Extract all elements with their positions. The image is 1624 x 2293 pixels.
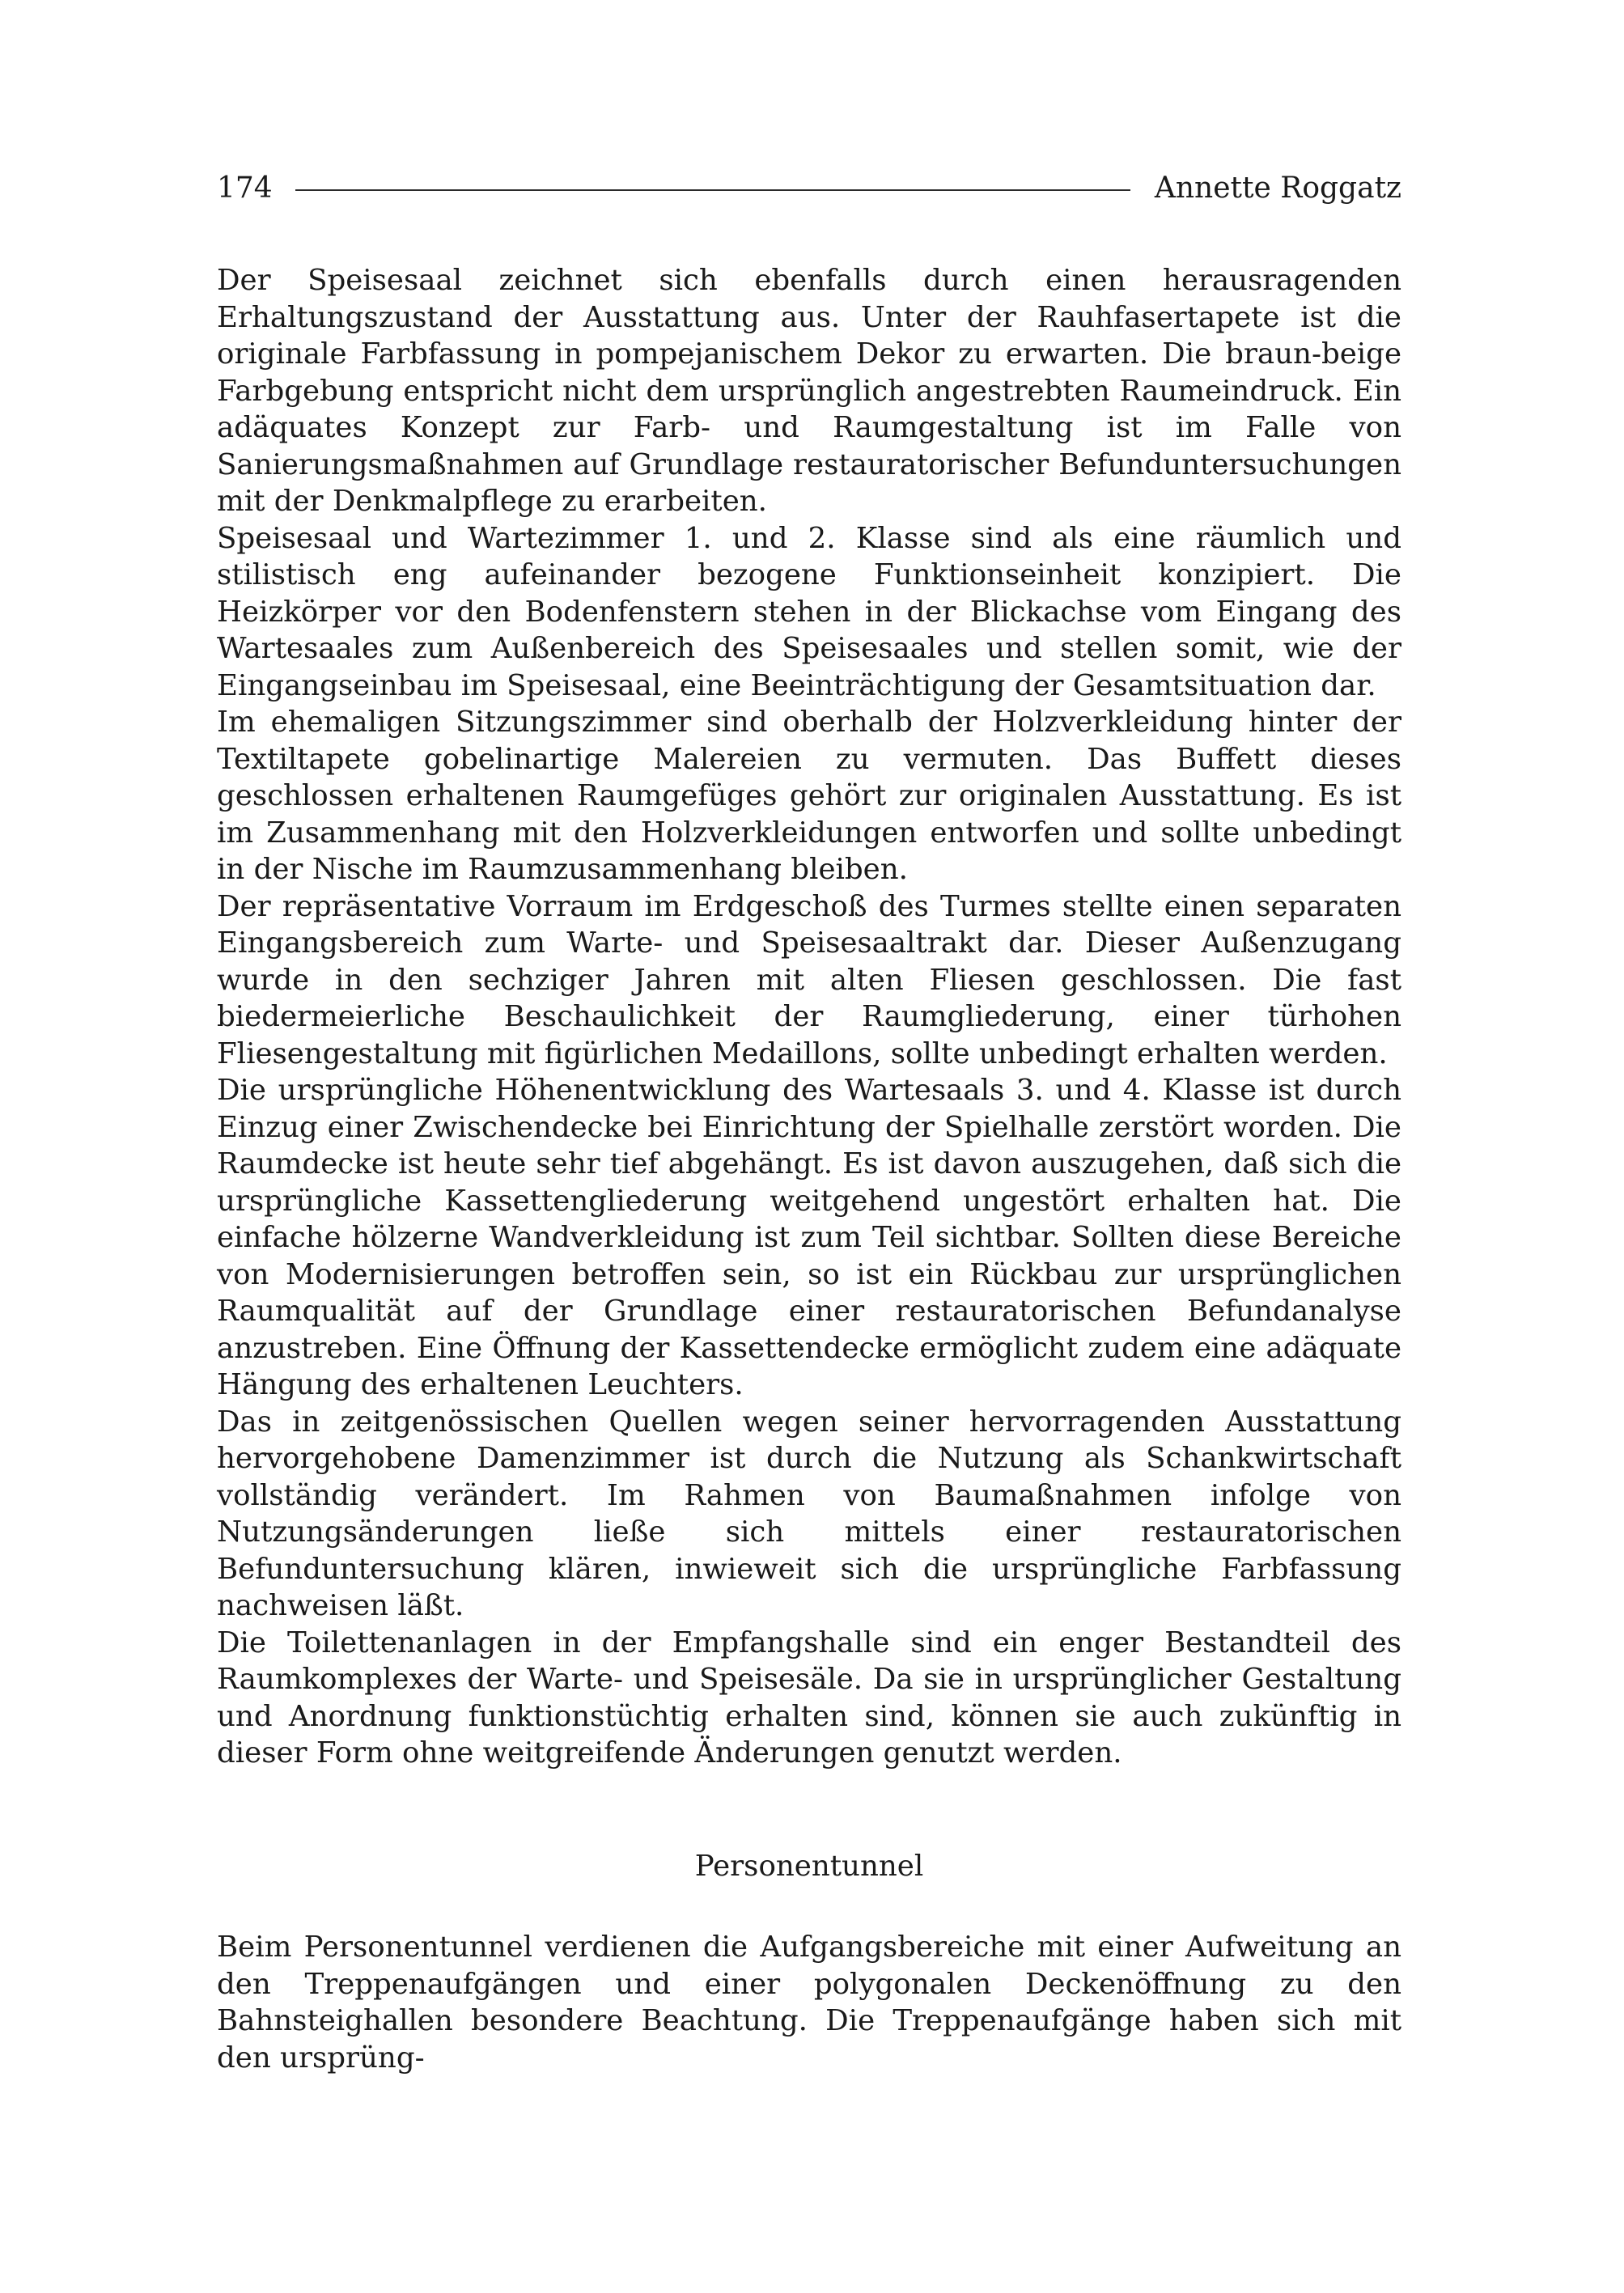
paragraph-wartezimmer: Speisesaal und Wartezimmer 1. und 2. Klasse sind als eine räumlich und stilistisch eng aufeinander bezogene Funktionseinheit konzipiert. Die Heizkörper vor den Bodenfenstern stehen in der Blickachse vom Eingang des Wartesaales zum Außenbereich des Speisesaales und stellen somit, wie der Eingangseinbau im Speisesaal, eine Beeinträchtigung der Gesamtsituation dar. <box>217 521 1401 702</box>
section-heading: Personentunnel <box>694 1850 924 1883</box>
paragraph-personentunnel: Beim Personentunnel verdienen die Aufgangsbereiche mit einer Aufweitung an den Treppenaufgängen und einer polygonalen Deckenöffnung zu den Bahnsteighallen besondere Beachtung. Die Treppenaufgänge haben sich mit den ursprüng- <box>217 1931 1401 2075</box>
running-head <box>217 166 1401 211</box>
paragraph-wartesaal: Die ursprüngliche Höhenentwicklung des Wartesaals 3. und 4. Klasse ist durch Einzug einer Zwischendecke bei Einrichtung der Spielhalle zerstört worden. Die Raumdecke ist heute sehr tief abgehängt. Es ist davon auszugehen, daß sich die ursprüngliche Kassettengliederung weitgehend ungestört erhalten hat. Die einfache hölzerne Wandverkleidung ist zum Teil sichtbar. Sollten diese Bereiche von Modernisierungen betroffen sein, so ist ein Rückbau zur ursprünglichen Raumqualität auf der Grundlage einer restauratorischen Befundanalyse anzustreben. Eine Öffnung der Kassettendecke ermöglicht zudem eine adäquate Hängung des erhaltenen Leuchters. <box>217 1074 1401 1401</box>
paragraph-vorraum: Der repräsentative Vorraum im Erdgeschoß des Turmes stellte einen separaten Eingangsbereich zum Warte- und Speisesaaltrakt dar. Dieser Außenzugang wurde in den sechziger Jahren mit alten Fliesen geschlossen. Die fast biedermeierliche Beschaulichkeit der Raumgliederung, einer türhohen Fliesengestaltung mit figürlichen Medaillons, sollte unbedingt erhalten werden. <box>217 889 1401 1070</box>
body-text <box>217 262 1401 1772</box>
section-text <box>217 1929 1401 2076</box>
paragraph-damenzimmer: Das in zeitgenössischen Quellen wegen seiner hervorragenden Ausstattung hervorgehobene Damenzimmer ist durch die Nutzung als Schankwirtschaft vollständig verändert. Im Rahmen von Baumaßnahmen infolge von Nutzungsänderungen ließe sich mittels einer restauratorischen Befunduntersuchung klären, inwieweit sich die ursprüngliche Farbfassung nachweisen läßt. <box>217 1405 1401 1622</box>
paragraph-sitzungszimmer: Im ehemaligen Sitzungszimmer sind oberhalb der Holzverkleidung hinter der Textiltapete gobelinartige Malereien zu vermuten. Das Buffett dieses geschlossen erhaltenen Raumgefüges gehört zur originalen Ausstattung. Es ist im Zusammenhang mit den Holzverkleidungen entworfen und sollte unbedingt in der Nische im Raumzusammenhang bleiben. <box>217 706 1401 886</box>
page-number: 174 <box>217 172 273 205</box>
paragraph-speisesaal: Der Speisesaal zeichnet sich ebenfalls durch einen herausragenden Erhaltungszustand der Ausstattung aus. Unter der Rauhfasertapete ist die originale Farbfassung in pompejanischem Dekor zu erwarten. Die braun-beige Farbgebung entspricht nicht dem ursprünglich angestrebten Raumeindruck. Ein adäquates Konzept zur Farb- und Raumgestaltung ist im Falle von Sanierungsmaßnahmen auf Grundlage restauratorischer Befunduntersuchungen mit der Denkmalpflege zu erarbeiten. <box>217 264 1401 518</box>
running-head-author: Annette Roggatz <box>1154 172 1401 205</box>
paragraph-toilettenanlagen: Die Toilettenanlagen in der Empfangshalle sind ein enger Bestandteil des Raumkomplexes der Warte- und Speisesäle. Da sie in ursprünglicher Gestaltung und Anordnung funktionstüchtig erhalten sind, können sie auch zukünftig in dieser Form ohne weitgreifende Änderungen genutzt werden. <box>217 1625 1401 1770</box>
header-rule <box>295 189 1130 191</box>
